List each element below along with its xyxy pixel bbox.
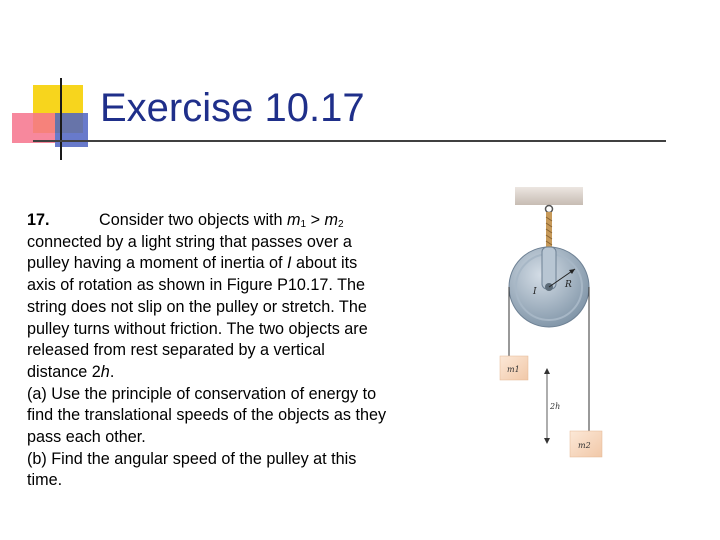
part-a: (a) Use the principle of conservation of energy to find the translational speeds of the objects as they pass each other. (27, 384, 387, 447)
statement-text-1: Consider two objects with (99, 211, 288, 229)
label-R: R (565, 280, 572, 290)
sub-2: 2 (338, 219, 344, 230)
problem-number: 17. (27, 211, 50, 229)
statement-period: . (109, 362, 115, 381)
problem-text (27, 210, 387, 492)
label-2h: 2h (550, 402, 561, 411)
slide-title: Exercise 10.17 (100, 86, 365, 130)
var-h: h (100, 362, 110, 381)
label-m2: m2 (578, 441, 591, 450)
var-I: I (287, 254, 292, 273)
sub-1: 1 (300, 219, 307, 230)
title-underline (33, 140, 666, 142)
var-m1: m (287, 211, 301, 229)
greater-than: > (306, 211, 325, 229)
hook-ring (546, 206, 553, 213)
statement-text-2: connected by a light string that passes over a pulley having a moment of inertia of (27, 232, 352, 273)
label-m1: m1 (507, 365, 520, 374)
title-decoration-vertical-line (60, 78, 62, 160)
part-b: (b) Find the angular speed of the pulley at this time. (27, 449, 357, 490)
var-m2: m (324, 211, 339, 229)
label-I: I (533, 287, 537, 297)
title-decoration-red-square (12, 113, 55, 143)
statement-text-3: about its axis of rotation as shown in Figure P10.17. The string does not slip on the pulley or stretch. The pulley turns without friction. The two objects are released from rest separated by a vertical distance 2 (27, 254, 368, 381)
ceiling (515, 187, 583, 205)
pulley-bracket (542, 247, 556, 289)
problem-statement (27, 210, 387, 384)
pulley-figure (490, 185, 610, 465)
